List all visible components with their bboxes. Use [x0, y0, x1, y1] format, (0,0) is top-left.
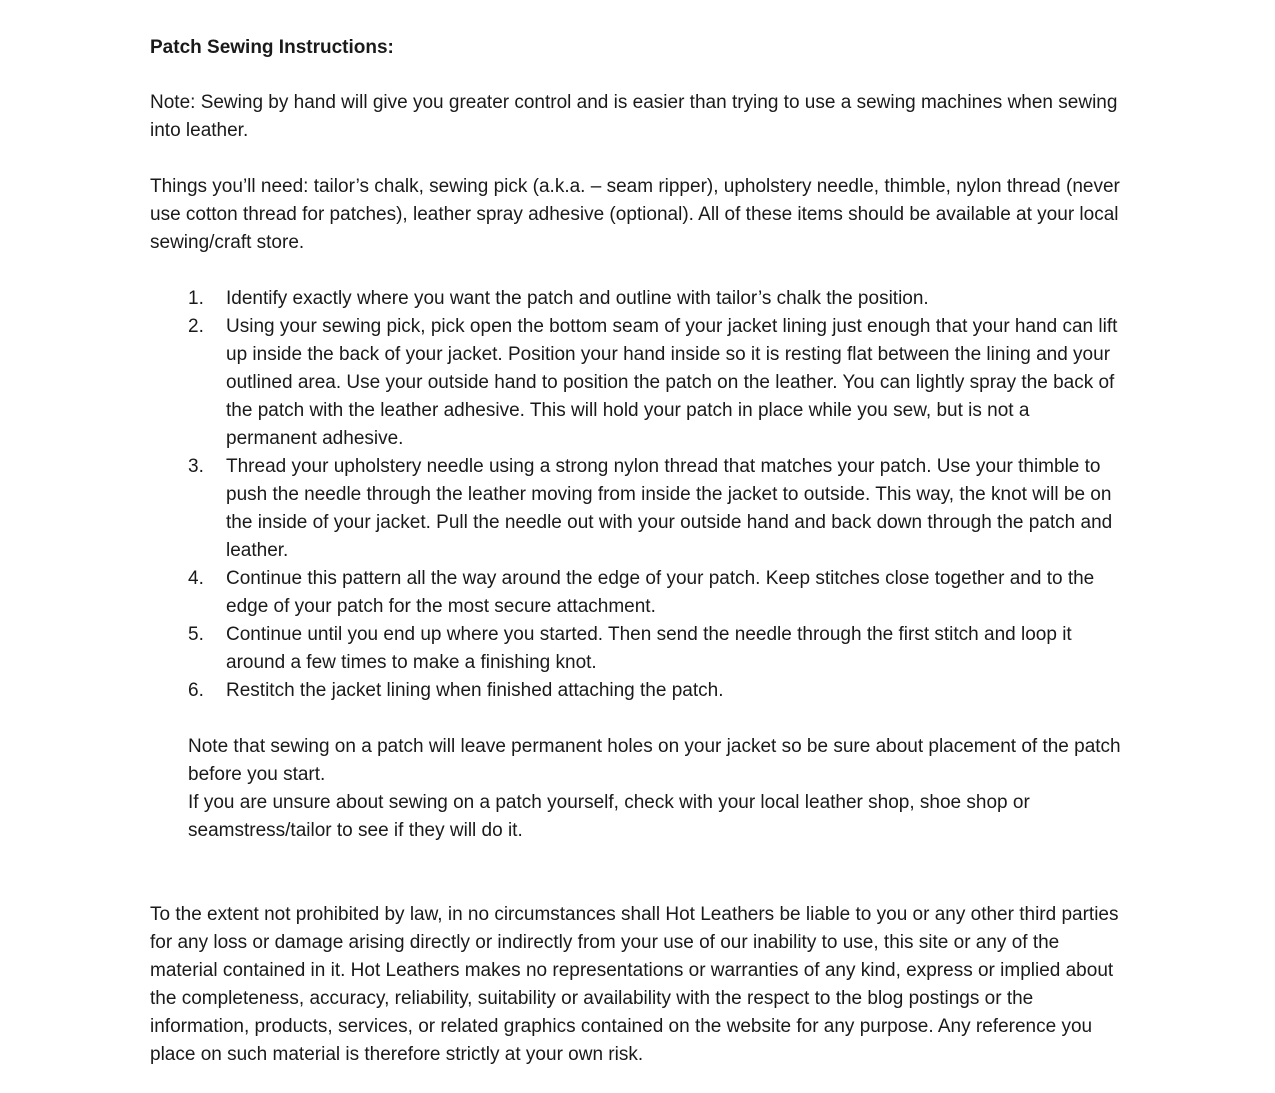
document-title: Patch Sewing Instructions:: [150, 37, 394, 58]
instruction-step-6: [188, 677, 1125, 705]
step-number: 4.: [188, 568, 204, 589]
step-text: Thread your upholstery needle using a strong nylon thread that matches your patch. Use your thimble to push the needle through the leather moving from inside the jacket to outside. This way, the knot will be on the inside of your jacket. Pull the needle out with your outside hand and back down through the patch and leather.: [226, 456, 1113, 561]
instruction-step-1: [188, 285, 1125, 313]
supplies-paragraph: Things you’ll need: tailor’s chalk, sewing pick (a.k.a. – seam ripper), upholstery needle, thimble, nylon thread (never use cotton thread for patches), leather spray adhesive (optional). All of these items should be available at your local sewing/craft store.: [150, 176, 1120, 253]
step-text: Using your sewing pick, pick open the bottom seam of your jacket lining just enough that your hand can lift up inside the back of your jacket. Position your hand inside so it is resting flat between the lining and your outlined area. Use your outside hand to position the patch on the leather. You can lightly spray the back of the patch with the leather adhesive. This will hold your patch in place while you sew, but is not a permanent adhesive.: [226, 316, 1118, 449]
unsure-note-paragraph: If you are unsure about sewing on a patch yourself, check with your local leather shop, shoe shop or seamstress/tailor to see if they will do it.: [188, 792, 1030, 841]
instruction-steps-list: [188, 285, 1125, 705]
step-number: 3.: [188, 456, 204, 477]
step-number: 2.: [188, 316, 204, 337]
placement-note-paragraph: Note that sewing on a patch will leave permanent holes on your jacket so be sure about placement of the patch before you start.: [188, 736, 1121, 785]
step-text: Restitch the jacket lining when finished attaching the patch.: [226, 680, 724, 701]
step-number: 1.: [188, 288, 204, 309]
instruction-step-5: [188, 621, 1125, 677]
legal-disclaimer-paragraph: To the extent not prohibited by law, in no circumstances shall Hot Leathers be liable to you or any other third parties for any loss or damage arising directly or indirectly from your use of our inability to use, this site or any of the material contained in it. Hot Leathers makes no representations or warranties of any kind, express or implied about the completeness, accuracy, reliability, suitability or availability with the respect to the blog postings or the information, products, services, or related graphics contained on the website for any purpose. Any reference you place on such material is therefore strictly at your own risk.: [150, 904, 1119, 1065]
step-text: Continue until you end up where you started. Then send the needle through the first stitch and loop it around a few times to make a finishing knot.: [226, 624, 1072, 673]
step-number: 6.: [188, 680, 204, 701]
closing-notes-block: [188, 733, 1125, 845]
instruction-step-2: [188, 313, 1125, 453]
intro-note-paragraph: Note: Sewing by hand will give you greater control and is easier than trying to use a sewing machines when sewing into leather.: [150, 92, 1118, 141]
instruction-step-4: [188, 565, 1125, 621]
step-number: 5.: [188, 624, 204, 645]
step-text: Identify exactly where you want the patch and outline with tailor’s chalk the position.: [226, 288, 929, 309]
step-text: Continue this pattern all the way around the edge of your patch. Keep stitches close together and to the edge of your patch for the most secure attachment.: [226, 568, 1095, 617]
instruction-step-3: [188, 453, 1125, 565]
